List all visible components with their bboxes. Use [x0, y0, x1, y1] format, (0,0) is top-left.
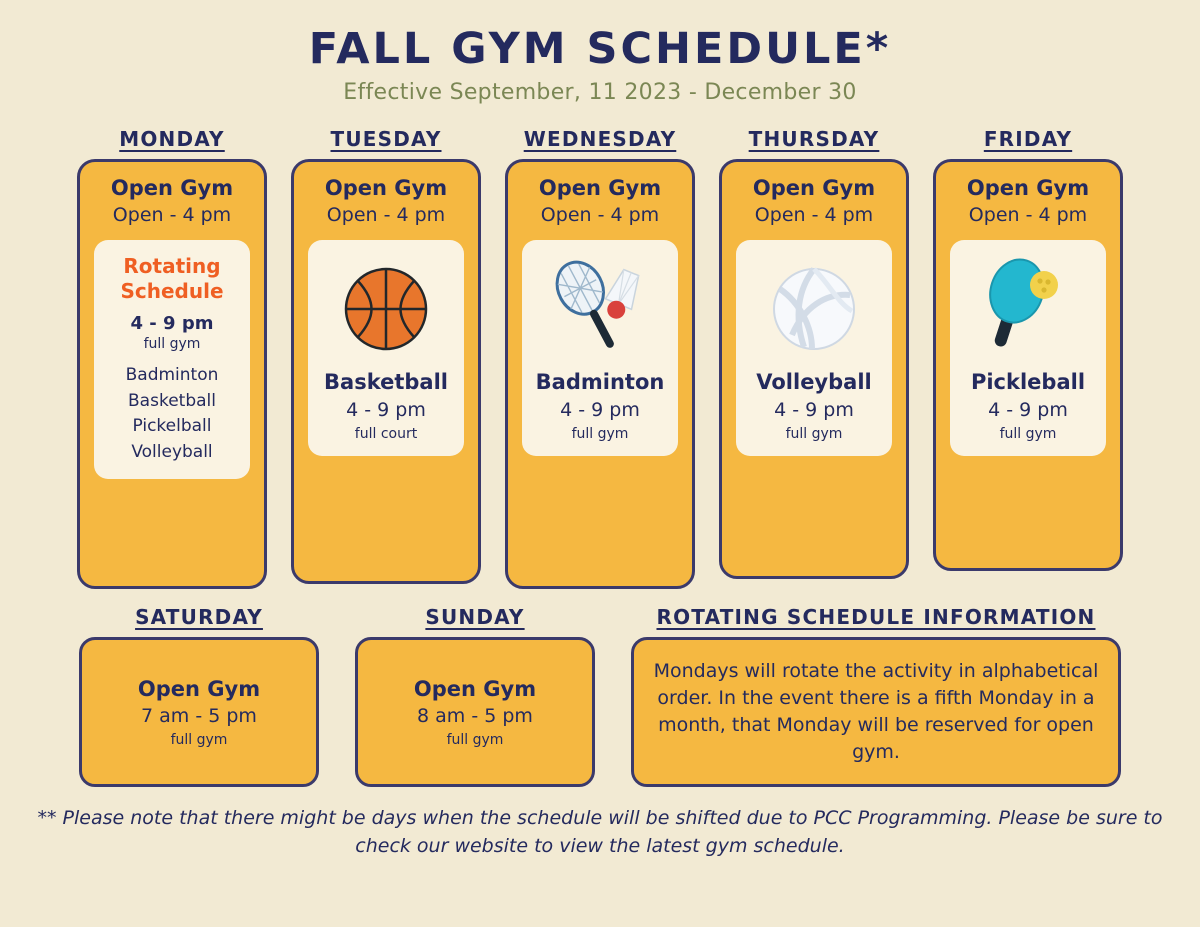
- day-heading-tuesday: TUESDAY: [330, 127, 442, 152]
- open-gym-label: Open Gym: [538, 176, 662, 201]
- day-heading-sunday: SUNDAY: [425, 605, 525, 630]
- day-heading-monday: MONDAY: [119, 127, 225, 152]
- open-gym-label: Open Gym: [966, 176, 1090, 201]
- rotating-title-line2: Schedule: [120, 279, 224, 304]
- day-column-wednesday: [505, 127, 695, 589]
- rotating-info-text: Mondays will rotate the activity in alphabetical order. In the event there is a fifth Monday in a month, that Monday will be reserved for open gym.: [653, 660, 1099, 764]
- list-item: Volleyball: [131, 441, 213, 462]
- day-column-thursday: [719, 127, 909, 589]
- activity-card-volleyball: [736, 240, 892, 456]
- effective-dates: Effective September, 11 2023 - December 30: [343, 80, 857, 106]
- activity-name: Volleyball: [756, 370, 872, 395]
- weekend-and-info-row: [0, 605, 1200, 787]
- list-item: Pickelball: [132, 416, 212, 437]
- day-card-monday: [77, 159, 267, 589]
- page-title: FALL GYM SCHEDULE*: [308, 24, 892, 74]
- open-gym-hours: Open - 4 pm: [754, 204, 874, 227]
- activity-subtext: full gym: [571, 426, 629, 443]
- open-gym-hours: Open - 4 pm: [326, 204, 446, 227]
- activity-subtext: full gym: [785, 426, 843, 443]
- activity-subtext: full court: [354, 426, 418, 443]
- day-heading-friday: FRIDAY: [983, 127, 1073, 152]
- weekday-row: [0, 127, 1200, 589]
- day-card-wednesday: [505, 159, 695, 589]
- list-item: Basketball: [128, 390, 216, 411]
- day-column-tuesday: [291, 127, 481, 589]
- open-gym-hours: 8 am - 5 pm: [417, 704, 533, 727]
- rotating-info-heading: ROTATING SCHEDULE INFORMATION: [656, 605, 1096, 630]
- open-gym-hours: 7 am - 5 pm: [141, 704, 257, 727]
- open-gym-hours: Open - 4 pm: [112, 204, 232, 227]
- activity-card-badminton: [522, 240, 678, 456]
- activity-hours: 4 - 9 pm: [988, 399, 1068, 422]
- activity-hours: 4 - 9 pm: [560, 399, 640, 422]
- day-card-thursday: [719, 159, 909, 579]
- activity-hours: 4 - 9 pm: [346, 399, 426, 422]
- rotating-info-card: [631, 637, 1121, 787]
- day-column-saturday: [79, 605, 319, 787]
- footer-note: ** Please note that there might be days when the schedule will be shifted due to PCC Programming. Please be sure to check our website to view the latest gym schedule.: [37, 807, 1163, 857]
- open-gym-label: Open Gym: [413, 676, 537, 701]
- open-gym-hours: Open - 4 pm: [540, 204, 660, 227]
- day-column-monday: [77, 127, 267, 589]
- day-card-tuesday: [291, 159, 481, 584]
- rotating-schedule-title: [120, 254, 223, 304]
- activity-name: Pickleball: [970, 370, 1086, 395]
- rotating-title-line1: Rotating: [123, 254, 221, 279]
- day-heading-thursday: THURSDAY: [748, 127, 880, 152]
- day-card-sunday: [355, 637, 595, 787]
- list-item: Badminton: [125, 365, 219, 386]
- activity-card-pickleball: [950, 240, 1106, 456]
- volleyball-icon: [764, 254, 864, 364]
- activity-name: Basketball: [324, 370, 448, 395]
- day-heading-wednesday: WEDNESDAY: [523, 127, 677, 152]
- activity-hours: 4 - 9 pm: [774, 399, 854, 422]
- pickleball-icon: [978, 254, 1078, 364]
- rotating-hours: 4 - 9 pm: [130, 313, 214, 335]
- open-gym-hours: Open - 4 pm: [968, 204, 1088, 227]
- day-card-saturday: [79, 637, 319, 787]
- activity-card-basketball: [308, 240, 464, 456]
- open-gym-subtext: full gym: [446, 731, 504, 748]
- open-gym-label: Open Gym: [137, 676, 261, 701]
- poster-header: [0, 0, 1200, 105]
- activity-name: Badminton: [535, 370, 665, 395]
- badminton-icon: [545, 254, 655, 364]
- rotating-schedule-card: [94, 240, 250, 479]
- day-column-friday: [933, 127, 1123, 589]
- open-gym-label: Open Gym: [324, 176, 448, 201]
- day-column-sunday: [355, 605, 595, 787]
- open-gym-label: Open Gym: [752, 176, 876, 201]
- activity-subtext: full gym: [999, 426, 1057, 443]
- rotating-schedule-info-column: [631, 605, 1121, 787]
- rotating-activity-list: [126, 363, 219, 465]
- rotating-subtext: full gym: [143, 336, 201, 353]
- day-card-friday: [933, 159, 1123, 571]
- day-heading-saturday: SATURDAY: [135, 605, 263, 630]
- open-gym-label: Open Gym: [110, 176, 234, 201]
- open-gym-subtext: full gym: [170, 731, 228, 748]
- basketball-icon: [336, 254, 436, 364]
